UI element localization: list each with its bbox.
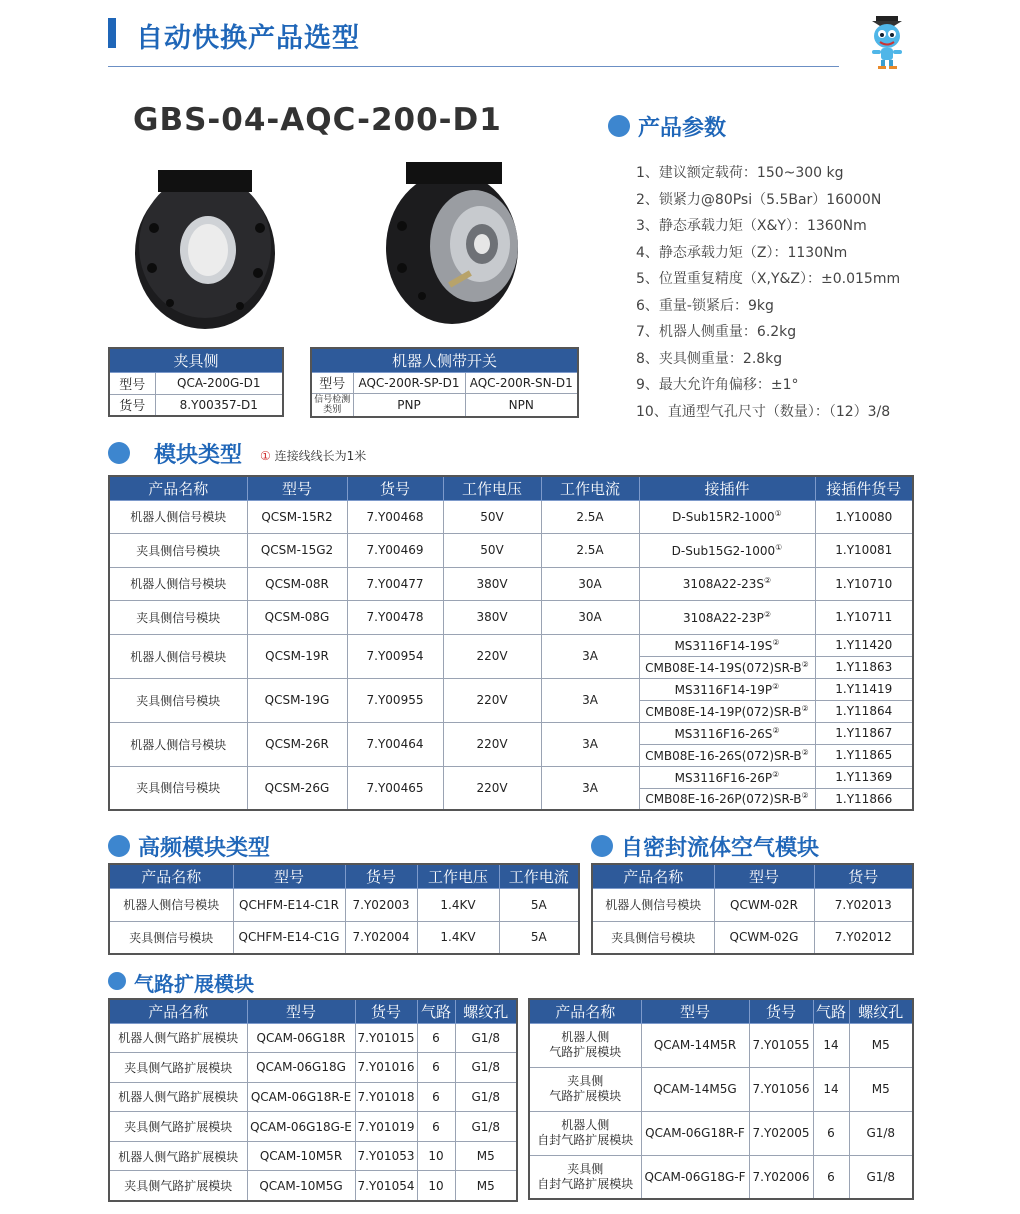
page-title: 自动快换产品选型 [136,23,360,54]
table-cell: 3A [541,766,639,810]
table-cell: 7.Y01054 [355,1171,417,1201]
title-accent-bar [108,18,116,48]
hf-header: 货号 [345,864,417,888]
table-cell: QCAM-14M5R [641,1023,749,1067]
fixture-label-code: 货号 [109,394,155,416]
ext-header: 型号 [247,999,355,1023]
ext-header: 货号 [749,999,813,1023]
mascot-logo [864,14,916,70]
table-row [109,1053,517,1083]
connector-name: MS3116F14-19S [674,638,773,653]
note-mark: ① [260,449,271,463]
param-item: 3、静态承载力矩（X&Y）：1360Nm [636,218,867,234]
table-cell: G1/8 [455,1112,517,1142]
table-cell: QCWM-02R [714,888,814,921]
table-cell: QCSM-26G [247,766,347,810]
table-cell: QCAM-06G18R [247,1023,355,1053]
air-header: 产品名称 [592,864,714,888]
table-cell: 7.Y00464 [347,722,443,766]
param-item: 5、位置重复精度（X,Y&Z）：±0.015mm [636,271,901,287]
robot-side-title: 机器人侧带开关 [311,348,578,372]
param-item: 8、夹具侧重量：2.8kg [636,350,783,367]
table-cell: QCWM-02G [714,921,814,954]
air-header: 货号 [814,864,913,888]
table-cell: 380V [443,567,541,601]
connector-note-mark: ② [772,681,780,691]
param-item: 1、建议额定载荷：150~300 kg [636,165,844,181]
table-cell: QCAM-06G18G-E [247,1112,355,1142]
table-cell: 机器人侧信号模块 [109,888,233,921]
connector-note-mark: ① [774,509,782,519]
product-name-cell [529,1067,641,1111]
connector-note-mark: ② [801,659,809,669]
param-item: 10、直通型气孔尺寸（数量）：（12）3/8 [636,403,891,420]
modules-bullet-icon [108,442,130,464]
connector-note-mark: ② [801,703,809,713]
table-row [109,1112,517,1142]
air-bullet-icon [591,835,613,857]
table-cell: 夹具侧气路扩展模块 [109,1053,247,1083]
table-cell: M5 [849,1067,913,1111]
table-row [529,1067,913,1111]
connector-cell [639,567,815,601]
table-cell: 14 [813,1067,849,1111]
connector-name: D-Sub15G2-1000 [671,543,776,558]
robot-model-sp: AQC-200R-SP-D1 [353,372,465,393]
table-cell: 夹具侧信号模块 [109,601,247,635]
table-cell: G1/8 [455,1053,517,1083]
connector-name: D-Sub15R2-1000 [672,510,775,525]
hf-header: 工作电流 [499,864,579,888]
table-cell: 7.Y02004 [345,921,417,954]
fixture-side-title: 夹具侧 [109,348,283,372]
connector-cell [639,534,815,568]
ext-header: 型号 [641,999,749,1023]
connector-note-mark: ① [775,542,783,552]
table-cell: 30A [541,601,639,635]
table-cell: M5 [849,1023,913,1067]
table-cell: 6 [417,1082,455,1112]
table-cell: 1.Y11863 [815,656,913,678]
table-cell: 7.Y00465 [347,766,443,810]
table-cell: 机器人侧信号模块 [109,500,247,534]
connector-name: 3108A22-23P [682,610,764,625]
hf-table [108,863,580,955]
modules-header: 工作电流 [541,476,639,500]
connector-note-mark: ② [772,769,780,779]
table-cell: 7.Y02012 [814,921,913,954]
table-cell: 机器人侧气路扩展模块 [109,1082,247,1112]
robot-label-model: 型号 [311,372,353,393]
table-cell: G1/8 [455,1023,517,1053]
ext-header: 货号 [355,999,417,1023]
table-cell: 3A [541,722,639,766]
table-cell: 30A [541,567,639,601]
table-cell: QCSM-19R [247,634,347,678]
table-cell: 1.Y11865 [815,744,913,766]
table-cell: 1.Y11419 [815,678,913,700]
hf-title: 高频模块类型 [138,836,271,861]
product-name-cell [529,1111,641,1155]
modules-header: 货号 [347,476,443,500]
ext-header: 螺纹孔 [849,999,913,1023]
hf-header: 型号 [233,864,345,888]
product-name-line: 机器人侧 [561,1030,610,1044]
table-cell: 2.5A [541,500,639,534]
ext-title: 气路扩展模块 [134,972,254,996]
connector-cell [639,788,815,810]
ext-bullet-icon [108,972,126,990]
table-cell: 7.Y00954 [347,634,443,678]
product-name-line: 气路扩展模块 [549,1089,622,1103]
ext-header: 气路 [813,999,849,1023]
hf-header: 工作电压 [417,864,499,888]
table-cell: QCSM-26R [247,722,347,766]
table-cell: 380V [443,601,541,635]
product-name-line: 自封气路扩展模块 [537,1133,634,1147]
modules-header: 接插件货号 [815,476,913,500]
connector-cell [639,601,815,635]
model-title: GBS-04-AQC-200-D1 [133,102,502,138]
table-cell: 7.Y00468 [347,500,443,534]
table-cell: 7.Y01019 [355,1112,417,1142]
product-name-cell [529,1023,641,1067]
table-cell: 6 [417,1023,455,1053]
table-row [529,1111,913,1155]
robot-signal-pnp: PNP [353,393,465,417]
table-cell: 1.Y11369 [815,766,913,788]
table-cell: QCSM-15R2 [247,500,347,534]
table-row [109,766,913,788]
hf-bullet-icon [108,835,130,857]
table-row [109,1141,517,1171]
connector-note-mark: ② [772,637,780,647]
air-header: 型号 [714,864,814,888]
ext-header: 螺纹孔 [455,999,517,1023]
table-cell: 220V [443,634,541,678]
note-text: 连接线线长为1米 [274,449,367,463]
table-cell: 7.Y01016 [355,1053,417,1083]
table-cell: 夹具侧气路扩展模块 [109,1171,247,1201]
table-row [109,534,913,568]
table-cell: QCAM-10M5R [247,1141,355,1171]
table-cell: 7.Y02003 [345,888,417,921]
table-cell: QCAM-06G18G [247,1053,355,1083]
table-row [109,722,913,744]
table-cell: 机器人侧气路扩展模块 [109,1141,247,1171]
connector-cell [639,500,815,534]
ext-right-table [528,998,914,1200]
fixture-value-code: 8.Y00357-D1 [155,394,283,416]
param-item: 6、重量-锁紧后：9kg [636,297,774,314]
connector-note-mark: ② [801,791,809,801]
table-cell: G1/8 [455,1082,517,1112]
table-cell: 50V [443,500,541,534]
fixture-value-model: QCA-200G-D1 [155,372,283,394]
connector-cell [639,744,815,766]
table-cell: QCAM-06G18R-F [641,1111,749,1155]
connector-note-mark: ② [801,747,809,757]
table-cell: QCAM-10M5G [247,1171,355,1201]
table-cell: 10 [417,1171,455,1201]
connector-cell [639,700,815,722]
table-cell: 1.4KV [417,921,499,954]
fixture-side-photo [130,158,280,333]
connector-name: MS3116F16-26P [674,770,773,785]
table-cell: 7.Y01015 [355,1023,417,1053]
table-cell: G1/8 [849,1155,913,1199]
product-name-line: 夹具侧 [567,1074,604,1088]
table-cell: 夹具侧信号模块 [592,921,714,954]
table-row [109,678,913,700]
table-cell: QCSM-19G [247,678,347,722]
table-cell: 夹具侧信号模块 [109,921,233,954]
table-cell: 7.Y00955 [347,678,443,722]
fixture-label-model: 型号 [109,372,155,394]
connector-cell [639,722,815,744]
table-cell: 机器人侧气路扩展模块 [109,1023,247,1053]
param-item: 7、机器人侧重量：6.2kg [636,324,797,340]
ext-header: 气路 [417,999,455,1023]
table-cell: 3A [541,634,639,678]
table-cell: 3A [541,678,639,722]
connector-note-mark: ② [763,609,772,619]
table-cell: 1.Y10080 [815,500,913,534]
table-cell: 6 [813,1111,849,1155]
table-cell: 机器人侧信号模块 [592,888,714,921]
table-cell: 220V [443,678,541,722]
table-cell: 220V [443,766,541,810]
table-row [109,1082,517,1112]
table-cell: QCSM-08G [247,601,347,635]
table-cell: QCSM-15G2 [247,534,347,568]
table-cell: QCHFM-E14-C1G [233,921,345,954]
table-cell: 夹具侧信号模块 [109,766,247,810]
connector-name: CMB08E-16-26P(072)SR-B [645,792,802,807]
air-title: 自密封流体空气模块 [621,836,820,861]
param-item: 4、静态承载力矩（Z）：1130Nm [636,244,848,261]
robot-side-photo [382,156,522,328]
table-cell: 夹具侧气路扩展模块 [109,1112,247,1142]
table-cell: 7.Y02005 [749,1111,813,1155]
table-cell: QCHFM-E14-C1R [233,888,345,921]
connector-note-mark: ② [772,725,780,735]
table-cell: 10 [417,1141,455,1171]
modules-note [260,447,366,464]
product-name-line: 气路扩展模块 [549,1045,622,1059]
table-cell: 机器人侧信号模块 [109,722,247,766]
ext-header: 产品名称 [109,999,247,1023]
table-cell: 机器人侧信号模块 [109,634,247,678]
table-cell: 7.Y01056 [749,1067,813,1111]
connector-name: MS3116F16-26S [674,726,773,741]
table-cell: 6 [417,1053,455,1083]
table-cell: 14 [813,1023,849,1067]
table-cell: 7.Y00469 [347,534,443,568]
table-cell: 7.Y01018 [355,1082,417,1112]
product-name-cell [529,1155,641,1199]
table-cell: 6 [417,1112,455,1142]
table-cell: 1.Y11864 [815,700,913,722]
modules-table [108,475,914,811]
connector-name: 3108A22-23S [682,577,765,592]
connector-name: CMB08E-14-19P(072)SR-B [645,704,802,719]
fixture-side-table [108,347,284,417]
header-divider [108,66,839,67]
modules-header: 接插件 [639,476,815,500]
table-cell: QCAM-06G18R-E [247,1082,355,1112]
table-cell: QCAM-14M5G [641,1067,749,1111]
table-row [109,500,913,534]
table-cell: 1.Y11420 [815,634,913,656]
connector-cell [639,766,815,788]
table-row [109,567,913,601]
table-cell: 夹具侧信号模块 [109,534,247,568]
robot-model-sn: AQC-200R-SN-D1 [465,372,578,393]
robot-label-signal: 信号检测类别 [311,393,353,417]
table-cell: M5 [455,1141,517,1171]
ext-header: 产品名称 [529,999,641,1023]
table-cell: 1.Y10711 [815,601,913,635]
modules-title: 模块类型 [154,443,243,468]
connector-note-mark: ② [764,576,772,586]
air-table [591,863,914,955]
table-row [109,601,913,635]
table-cell: 7.Y00477 [347,567,443,601]
connector-name: MS3116F14-19P [674,682,773,697]
product-name-line: 机器人侧 [561,1118,610,1132]
table-cell: 7.Y02006 [749,1155,813,1199]
table-cell: 1.Y10081 [815,534,913,568]
table-cell: 220V [443,722,541,766]
table-cell: 2.5A [541,534,639,568]
table-cell: 7.Y00478 [347,601,443,635]
params-list [636,160,900,425]
table-row [529,1155,913,1199]
table-cell: 6 [813,1155,849,1199]
table-cell: 7.Y01055 [749,1023,813,1067]
connector-cell [639,678,815,700]
table-cell: 7.Y02013 [814,888,913,921]
table-cell: 1.Y11866 [815,788,913,810]
table-cell: 1.4KV [417,888,499,921]
table-cell: M5 [455,1171,517,1201]
params-title: 产品参数 [638,116,727,141]
table-cell: QCAM-06G18G-F [641,1155,749,1199]
connector-cell [639,656,815,678]
table-cell: 50V [443,534,541,568]
table-cell: 5A [499,888,579,921]
connector-name: CMB08E-14-19S(072)SR-B [645,660,802,675]
robot-signal-npn: NPN [465,393,578,417]
modules-header: 工作电压 [443,476,541,500]
table-cell: QCSM-08R [247,567,347,601]
table-row [109,1171,517,1201]
table-cell: 5A [499,921,579,954]
table-cell: G1/8 [849,1111,913,1155]
modules-header: 型号 [247,476,347,500]
hf-header: 产品名称 [109,864,233,888]
ext-left-table [108,998,518,1202]
table-row [109,634,913,656]
param-item: 9、最大允许角偏移：±1° [636,377,799,393]
params-bullet-icon [608,115,630,137]
product-name-line: 自封气路扩展模块 [537,1176,634,1191]
table-cell: 7.Y01053 [355,1141,417,1171]
table-cell: 夹具侧信号模块 [109,678,247,722]
product-name-line: 夹具侧 [567,1161,604,1176]
connector-cell [639,634,815,656]
connector-name: CMB08E-16-26S(072)SR-B [645,748,802,763]
table-cell: 1.Y11867 [815,722,913,744]
table-cell: 1.Y10710 [815,567,913,601]
robot-side-table [310,347,579,418]
param-item: 2、锁紧力@80Psi（5.5Bar）16000N [636,191,882,208]
modules-header: 产品名称 [109,476,247,500]
table-row [109,1023,517,1053]
table-row [529,1023,913,1067]
table-cell: 机器人侧信号模块 [109,567,247,601]
